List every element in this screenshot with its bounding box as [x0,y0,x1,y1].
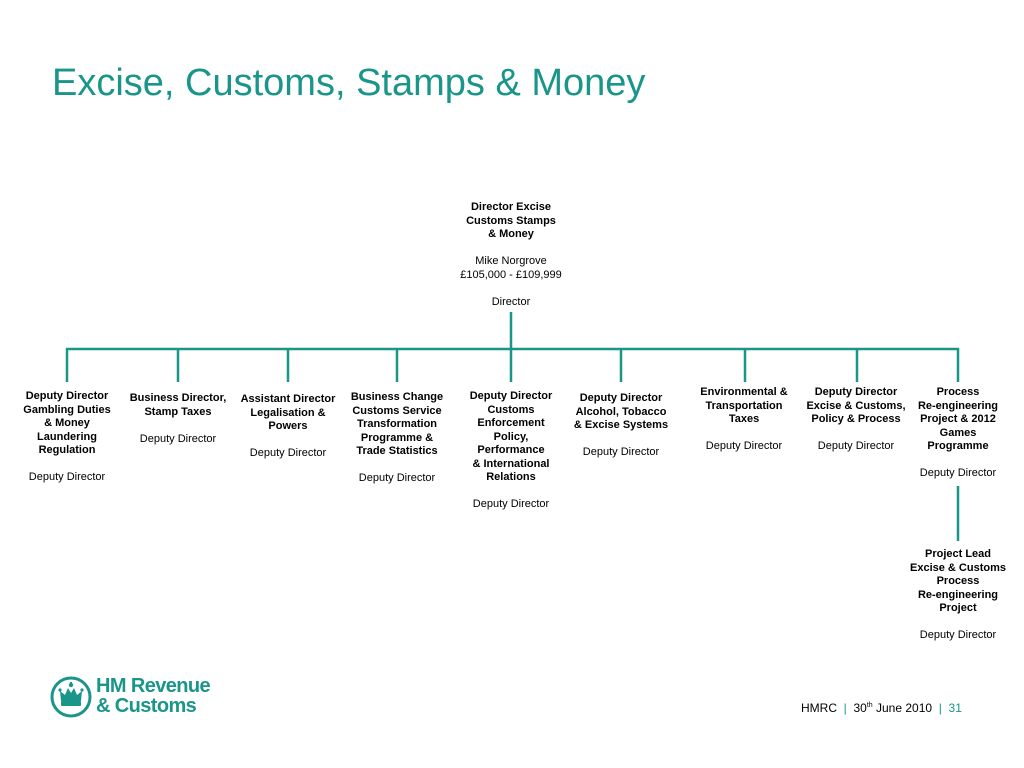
director-title: Director Excise Customs Stamps & Money [466,201,556,240]
director-box [440,201,582,309]
unit-grade: Deputy Director [705,440,783,452]
unit-title: Assistant Director Legalisation & Powers [240,393,336,432]
unit-grade: Deputy Director [249,447,327,459]
unit-grade: Deputy Director [472,498,550,510]
sub-unit-box-project-lead [902,548,1014,643]
director-grade: Director [491,295,531,308]
unit-title: Environmental & Transportation Taxes [700,386,788,425]
footer-date-suffix: th [866,702,873,709]
unit-box-environmental [688,386,800,454]
footer-separator-2: | [938,701,942,715]
slide-footer [801,701,962,715]
unit-title: Business Director, Stamp Taxes [129,392,227,418]
unit-box-excise-customs-policy [798,386,914,454]
unit-box-legalisation [230,393,346,461]
unit-box-customs-enforcement [456,390,566,512]
footer-org: HMRC [801,701,837,715]
sub-unit-grade: Deputy Director [919,629,997,641]
slide-title: Excise, Customs, Stamps & Money [52,62,646,104]
footer-date-day: 30 [853,701,867,715]
unit-grade: Deputy Director [919,467,997,479]
unit-grade: Deputy Director [817,440,895,452]
unit-title: Process Re-engineering Project & 2012 Games Programme [917,386,999,452]
unit-box-business-change [338,391,456,486]
unit-grade: Deputy Director [358,472,436,484]
unit-grade: Deputy Director [139,432,217,445]
unit-grade: Deputy Director [582,446,660,458]
footer-separator-1: | [843,701,847,715]
unit-title: Deputy Director Gambling Duties & Money Laundering Regulation [23,390,111,456]
unit-title: Deputy Director Alcohol, Tobacco & Excise Systems [573,392,669,431]
unit-title: Business Change Customs Service Transformation Programme & Trade Statistics [350,391,444,457]
unit-title: Deputy Director Excise & Customs, Policy & Process [806,386,906,425]
logo-line-2: & Customs [96,695,197,717]
unit-title: Deputy Director Customs Enforcement Policy, Performance & International Relations [469,390,553,483]
crown-icon [50,674,92,720]
unit-box-alcohol-tobacco [562,392,680,460]
unit-box-gambling [14,390,120,485]
director-name: Mike Norgrove [475,255,547,267]
unit-grade: Deputy Director [28,471,106,483]
page-number: 31 [948,701,962,715]
logo-line-1: HM Revenue [96,675,211,697]
unit-box-stamp-taxes [118,392,238,446]
unit-box-process-reengineering [908,386,1008,481]
director-salary: £105,000 - £109,999 [460,268,562,281]
footer-date-rest: June 2010 [872,701,933,715]
hmrc-logo [50,673,220,721]
sub-unit-title: Project Lead Excise & Customs Process Re-engineering Project [910,548,1006,614]
